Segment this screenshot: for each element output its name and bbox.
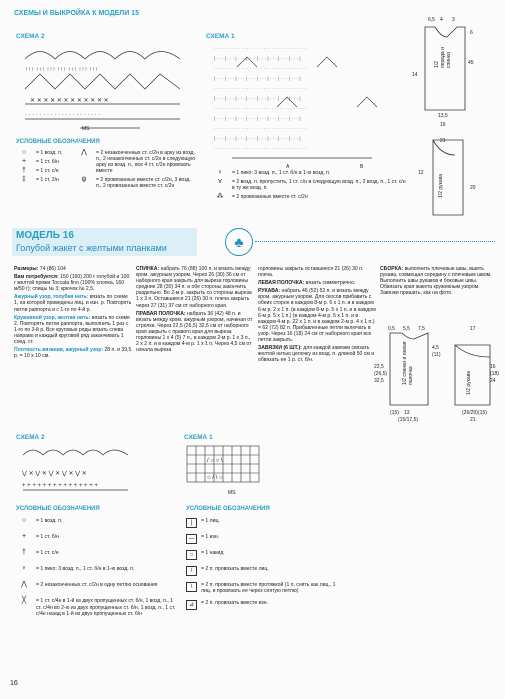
knit-icon: | bbox=[186, 518, 197, 528]
text-column-2: СПИНКА: набрать 76 (88) 100 п. и вязать между кром. ажурным узором. Через 26 (30) 36 см от наборного края закрыть для выреза горловины средние 28 (30) 34 п. и обе стороны закончить раздельно. Во 2-м р. закрыть со стороны выреза 1 х 3 п. Оставшиеся 21 (26) 30 п. плеча закрыть через 27 (31) 37 см от наборного края. ПРАВАЯ ПОЛОЧКА: набрать 36 (42) 48 п. и вязать между кром. ажурным узором, начиная от стрелки. Через 22,5 (26,5) 32,5 см от наборного края закрыть с правого края для выреза горловины 1 х 4 (5) 7 п., в каждом 2-м р. 1 х 3 п., 2 х 2 п. и в каждом 4-м р. 1 х 1 п. Через 4,5 см от начала выреза bbox=[136, 266, 253, 354]
bottom-scheme2-label: СХЕМА 2 bbox=[16, 434, 45, 441]
ms-label-bottom: MS bbox=[228, 490, 236, 496]
dim-13-5: 13,5 bbox=[438, 113, 448, 119]
svg-text:/ ○ ○ \: / ○ ○ \ bbox=[207, 458, 223, 464]
legend-bottom-left: ○ = 1 возд. п. + = 1 ст. б/н † = 1 ст. с/н ♀ = 1 пико: 3 возд. п., 1 ст. б/н в 1-ю возд. п. ⋀ = 2 незаконченных ст. с/2н в одну петлю основания ╳ = 1 ст. с/4н в 1-й из двух пропущенных ст. б/н, 1 возд. п., 1 ст. с/4н во 2-ю из двух пропущенных ст. б/н, 1 возд. п., 1 ст. с/4н назад в 1-й из двух пропущенных ст. б/н bbox=[16, 518, 176, 620]
legend-bottom-left-title: УСЛОВНЫЕ ОБОЗНАЧЕНИЯ bbox=[16, 506, 100, 512]
dim-18: (18) bbox=[490, 371, 499, 377]
dim-21: 21 bbox=[440, 138, 446, 144]
svg-text:| · · · | · · · | · · · | · ·: | · · · | · · · | · · · | · · · | · · · | · · · | · · · | · · · | bbox=[214, 76, 301, 81]
chain-icon: ○ bbox=[21, 149, 27, 156]
svg-text:· · · · · · · · · · · · · · ·: · · · · · · · · · · · · · · · · · · · · · · · · · · · · · · · · · · bbox=[214, 106, 307, 111]
svg-text:· · · · · · · · · · · · · · ·: · · · · · · · · · · · · · · · · · · · · · · · · · · · · · · · · · · bbox=[214, 146, 307, 151]
picot-icon-b: ♀ bbox=[21, 565, 27, 573]
legend-top-title: УСЛОВНЫЕ ОБОЗНАЧЕНИЯ bbox=[16, 139, 100, 145]
dim-4-5: 4,5 bbox=[432, 345, 439, 351]
p2tog-icon: ⊿ bbox=[186, 600, 197, 610]
crochet-chart-bottom bbox=[18, 445, 138, 500]
dc-icon: † bbox=[22, 167, 26, 175]
svg-text:| · · · | · · · | · · · | · ·: | · · · | · · · | · · · | · · · | · · · | · · · | · · · | · · · | bbox=[214, 56, 301, 61]
label-a: A bbox=[286, 164, 290, 170]
dim-13: 13 bbox=[404, 410, 410, 416]
svg-text:✕ ✕ ✕ ✕ ✕ ✕ ✕ ✕ ✕ ✕ ✕ ✕: ✕ ✕ ✕ ✕ ✕ ✕ ✕ ✕ ✕ ✕ ✕ ✕ bbox=[30, 98, 109, 104]
sc-icon-b: + bbox=[21, 533, 27, 541]
dim-21b: 21 bbox=[470, 417, 476, 423]
dim-6-5: 6,5 bbox=[428, 17, 435, 23]
model-label: МОДЕЛЬ 16 bbox=[16, 230, 74, 241]
dim-26-29: (26/29) bbox=[462, 410, 478, 416]
k2tog-icon: / bbox=[186, 566, 197, 576]
dim-24: 24 bbox=[490, 378, 496, 384]
ms-label-top: MS bbox=[82, 126, 90, 132]
cross-stitch-icon: ╳ bbox=[21, 597, 27, 605]
back-front-label: 1/2 спинки и левая полочка bbox=[402, 341, 415, 385]
crochet-chart-top-right bbox=[212, 42, 387, 162]
dim-15-17-5: (15/17,5) bbox=[398, 417, 419, 423]
svg-text:| · · · | · · · | · · · | · ·: | · · · | · · · | · · · | · · · | · · · | · · · | · · · | · · · | bbox=[214, 96, 301, 101]
page-header-title: СХЕМЫ И ВЫКРОЙКА К МОДЕЛИ 15 bbox=[14, 10, 139, 17]
dim-5-5: 5,5 bbox=[403, 326, 410, 332]
tr-icon: ‡ bbox=[22, 176, 26, 184]
dim-15b: (15) bbox=[478, 410, 487, 416]
scheme2-label: СХЕМА 2 bbox=[16, 33, 45, 40]
knitting-chart-bottom bbox=[185, 444, 265, 489]
arch-cluster-icon: ⋀ bbox=[81, 149, 87, 156]
crochet-chart-top-left bbox=[20, 44, 190, 134]
fan-icon: ψ bbox=[81, 176, 87, 184]
dim-17: 17 bbox=[470, 326, 476, 332]
dim-16: 16 bbox=[440, 122, 446, 128]
legend-bottom-right: | = 1 лиц. — = 1 изн. ○ = 1 накид / = 2 п. провязать вместе лиц. \ = 2 п. провязать вместе протяжкой (1 п. снять как лиц., 1 лиц. и провязать ее через снятую петлю) ⊿ = 2 п. провязать вместе изн. bbox=[186, 518, 346, 613]
dim-22-5: 22,5 bbox=[374, 364, 384, 370]
scheme1-legend: ♀ = 1 пико: 3 возд. п., 1 ст. б/н в 1-ю возд. п. ⋎ = 2 возд. п. пропустить, 1 ст. с/н в следующую возд. п., 2 возд. п., 1 ст. с/н в ту же возд. п. ⁂ = 2 провязанных вместе ст. с/2н bbox=[212, 170, 407, 203]
purl-icon: — bbox=[186, 534, 197, 544]
header-divider bbox=[255, 241, 495, 242]
dim-32-5: 32,5 bbox=[374, 378, 384, 384]
svg-text:| · · · | · · · | · · · | · ·: | · · · | · · · | · · · | · · · | · · · | · · · | · · · | · · · | bbox=[214, 136, 301, 141]
model-title: Голубой жакет с желтыми планками bbox=[16, 243, 167, 253]
scheme1-label: СХЕМА 1 bbox=[206, 33, 235, 40]
picot-icon: ♀ bbox=[217, 169, 223, 176]
svg-text:↑↑↑ ↑↑↑ ↑↑↑ ↑↑↑ ↑↑↑ ↑↑↑ ↑↑↑: ↑↑↑ ↑↑↑ ↑↑↑ ↑↑↑ ↑↑↑ ↑↑↑ ↑↑↑ bbox=[25, 67, 99, 73]
dim-6: 6 bbox=[470, 30, 473, 36]
label-b: B bbox=[360, 164, 364, 170]
stroller-icon: ♣ bbox=[225, 228, 253, 256]
page-number: 16 bbox=[10, 680, 18, 687]
dim-3: 3 bbox=[452, 17, 455, 23]
dim-45: 45 bbox=[468, 60, 474, 66]
cluster-icon: ⁂ bbox=[216, 193, 224, 201]
legend-top-right: ⋀ = 2 незаконченных ст. с/2н в арку из возд. п., 2 незаконченных ст. с/2н в следующую арку из возд. п., все 4 ст. с/2н провязать вместе ψ = 2 провязанных вместе ст. с/2н, 3 возд. п., 2 провязанных вместе ст. с/2н bbox=[76, 150, 196, 193]
bottom-scheme1-label: СХЕМА 1 bbox=[184, 434, 213, 441]
yarn-over-icon: ○ bbox=[186, 550, 197, 560]
dim-11: (11) bbox=[432, 352, 441, 358]
svg-text:· · · · · · · · · · · · · · ·: · · · · · · · · · · · · · · · · · · · · · bbox=[25, 112, 101, 118]
svg-text:· · · · · · · · · · · · · · ·: · · · · · · · · · · · · · · · · · · · · · · · · · · · · · · · · · · bbox=[214, 46, 307, 51]
chain-icon-b: ○ bbox=[21, 517, 27, 524]
sleeve-label-top: 1/2 рукава bbox=[438, 173, 444, 198]
dim-14: 14 bbox=[412, 72, 418, 78]
ssk-icon: \ bbox=[186, 582, 197, 592]
text-column-1: Размеры: 74 (86) 104 Вам потребуется: 150 (150) 200 г голубой и 100 г желтой пряжи Toccata fino (100% хлопка, 160 м/50 г); спицы № 3; крючок № 2,5. Ажурный узор, голубая нить: вязать по схеме 1, на которой приведены лиц. и изн. р. Повторять петли раппорта и с 1-го по 4-й р. Кружевной узор, желтая нить: вязать по схеме 2. Повторять петли раппорта, выполнить 1 раз с 1-го по 3-й р. Все круговые ряды вязать слева направо и каждый круговой ряд заканчивать 1 соед. ст. Плотность вязания, ажурный узор: 28 п. и 39,5 р. = 10 х 10 см. bbox=[14, 266, 132, 360]
dim-26-5: (26,5) bbox=[374, 371, 388, 377]
dim-20: 20 bbox=[470, 185, 476, 191]
v-stitch-icon: ⋎ bbox=[217, 178, 223, 186]
svg-text:+ + + + + + + + + + + + + + +: + + + + + + + + + + + + + + + bbox=[22, 483, 98, 489]
dim-16b: 16 bbox=[490, 364, 496, 370]
dim-7-5: 7,5 bbox=[418, 326, 425, 332]
text-column-4: СБОРКА: выполнить плечевые швы, вшить рукава, совмещая середину с плечевым швом. Выполнить швы рукавов и боковые швы. Обвязать края жакета кружевным узором. Завязки пришить, как на фото. bbox=[380, 266, 492, 297]
legend-bottom-right-title: УСЛОВНЫЕ ОБОЗНАЧЕНИЯ bbox=[186, 506, 270, 512]
dim-12: 12 bbox=[418, 170, 424, 176]
dc-icon-b: † bbox=[22, 549, 26, 557]
dim-4: 4 bbox=[440, 17, 443, 23]
text-column-3: горловины закрыть оставшиеся 21 (26) 30 п. плеча. ЛЕВАЯ ПОЛОЧКА: вязать симметрично. РУКАВА: набрать 46 (52) 52 п. и вязать между кром. ажурным узором. Для скосов прибавить с обеих сторон в каждом 8-м р. 6 х 1 п. и в каждом 6-м р. 2 х 1 п. (в каждом 8-м р. 5 х 1 п. и в каждом 6-м р. 5 х 1 п.) (в каждом 4-м р. 5 х 1 п. и в каждом 4-м р. 22 х 1 п. и в каждом 2-м р. 4 х 1 п.) = 62 (72) 82 п. Прибавленные петли включать в узор. Через 16 (18) 24 см от наборного края все петли закрыть. ЗАВЯЗКИ (6 ШТ.): для каждой завязки связать желтой нитью цепочку из возд. п. длиной 50 см и обвязать ее 1 р. ст. б/н. bbox=[258, 266, 376, 364]
svg-text:· · · · · · · · · · · · · · ·: · · · · · · · · · · · · · · · · · · · · · · · · · · · · · · · · · · bbox=[214, 126, 307, 131]
front-back-label: 1/2 переда и спинки bbox=[434, 47, 453, 68]
dim-0-5: 0,5 bbox=[388, 326, 395, 332]
svg-text:⋁ ✕ ⋁ ✕ ⋁ ✕ ⋁ ✕ ⋁ ✕: ⋁ ✕ ⋁ ✕ ⋁ ✕ ⋁ ✕ ⋁ ✕ bbox=[22, 471, 87, 477]
svg-text:| · · · | · · · | · · · | · ·: | · · · | · · · | · · · | · · · | · · · | · · · | · · · | · · · | bbox=[214, 116, 301, 121]
sc-icon: + bbox=[21, 158, 27, 166]
legend-top-left: ○ = 1 возд. п. + = 1 ст. б/н † = 1 ст. с/н ‡ = 1 ст. 2/н bbox=[16, 150, 76, 186]
svg-text:· · · · · · · · · · · · · · ·: · · · · · · · · · · · · · · · · · · · · · · · · · · · · · · · · · · bbox=[214, 86, 307, 91]
pattern-schematic-bottom bbox=[380, 325, 500, 420]
svg-text:○ / \ ○: ○ / \ ○ bbox=[207, 475, 223, 481]
cluster-icon-b: ⋀ bbox=[21, 581, 27, 589]
dim-15: (15) bbox=[390, 410, 399, 416]
svg-text:· · · · · · · · · · · · · · ·: · · · · · · · · · · · · · · · · · · · · · · · · · · · · · · · · · · bbox=[214, 66, 307, 71]
sleeve-label-bottom: 1/2 рукава bbox=[466, 370, 472, 395]
